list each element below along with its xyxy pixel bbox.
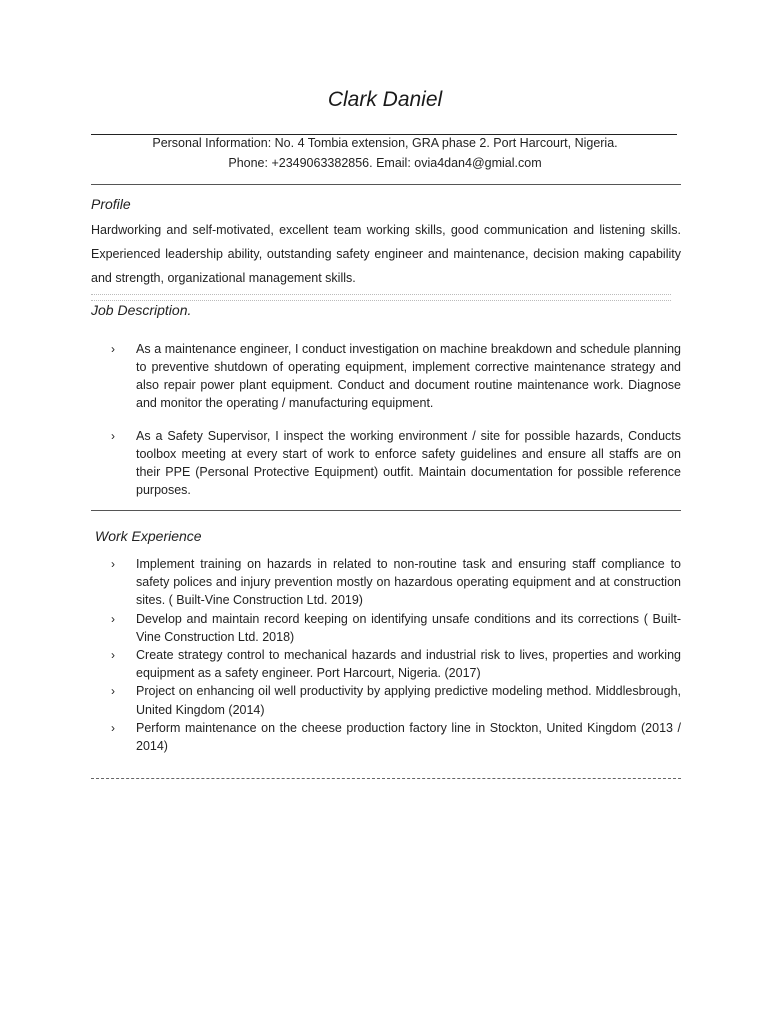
- job-item-text: As a maintenance engineer, I conduct investigation on machine breakdown and schedule planning to preventive shutdown of operating equipment, implement corrective maintenance strategy and also repair power plant equipment. Conduct and document routine maintenance work. Diagnose and monitor the operating / manufacturing equipment.: [136, 342, 681, 410]
- list-item: [111, 682, 681, 718]
- resume-name: Clark Daniel: [327, 88, 443, 111]
- list-item: [111, 719, 681, 755]
- list-item: [111, 610, 681, 646]
- chevron-right-icon: ›: [111, 684, 115, 699]
- job-description-heading: Job Description.: [91, 302, 192, 318]
- chevron-right-icon: ›: [111, 429, 115, 443]
- job-item-text: As a Safety Supervisor, I inspect the working environment / site for possible hazards, Conducts toolbox meeting at every start of work to enforce safety guidelines and ensure all staffs are on their PPE (Personal Protective Equipment) outfit. Maintain documentation for possible reference purposes.: [136, 429, 681, 497]
- chevron-right-icon: ›: [111, 720, 115, 735]
- chevron-right-icon: ›: [111, 557, 115, 571]
- work-item-text: Develop and maintain record keeping on identifying unsafe conditions and its corrections ( Built-Vine Construction Ltd. 2018): [136, 611, 681, 644]
- chevron-right-icon: ›: [111, 342, 115, 356]
- profile-divider-1: [91, 294, 671, 295]
- list-item: [111, 427, 681, 499]
- list-item: [111, 340, 681, 412]
- work-experience-list: [111, 555, 681, 755]
- profile-text: Hardworking and self-motivated, excellent team working skills, good communication and listening skills. Experienced leadership ability, outstanding safety engineer and maintenance, decision making capability and strength, organizational management skills.: [91, 223, 681, 285]
- profile-divider-2: [91, 300, 671, 301]
- work-item-text: Project on enhancing oil well productivity by applying predictive modeling method. Middlesbrough, United Kingdom (2014): [136, 684, 681, 717]
- chevron-right-icon: ›: [111, 611, 115, 626]
- chevron-right-icon: ›: [111, 648, 115, 663]
- job-divider: [91, 510, 681, 511]
- contact-divider: [91, 184, 681, 185]
- work-item-text: Implement training on hazards in related to non-routine task and ensuring staff compliance to safety polices and injury prevention mostly on hazardous operating equipment and at construction sites. ( Built-Vine Construction Ltd. 2019): [136, 557, 681, 608]
- list-item: [111, 555, 681, 610]
- work-experience-heading: Work Experience: [95, 528, 202, 544]
- job-description-list: [111, 340, 681, 514]
- footer-divider: [91, 778, 681, 779]
- list-item: [111, 646, 681, 682]
- personal-information: Personal Information: No. 4 Tombia extension, GRA phase 2. Port Harcourt, Nigeria.: [152, 136, 618, 150]
- work-item-text: Create strategy control to mechanical hazards and industrial risk to lives, properties and working equipment as a safety engineer. Port Harcourt, Nigeria. (2017): [136, 648, 681, 681]
- header-divider: [91, 134, 677, 135]
- work-item-text: Perform maintenance on the cheese production factory line in Stockton, United Kingdom (2013 / 2014): [136, 720, 681, 754]
- profile-heading: Profile: [91, 196, 131, 212]
- phone-email: Phone: +2349063382856. Email: ovia4dan4@gmial.com: [228, 156, 542, 170]
